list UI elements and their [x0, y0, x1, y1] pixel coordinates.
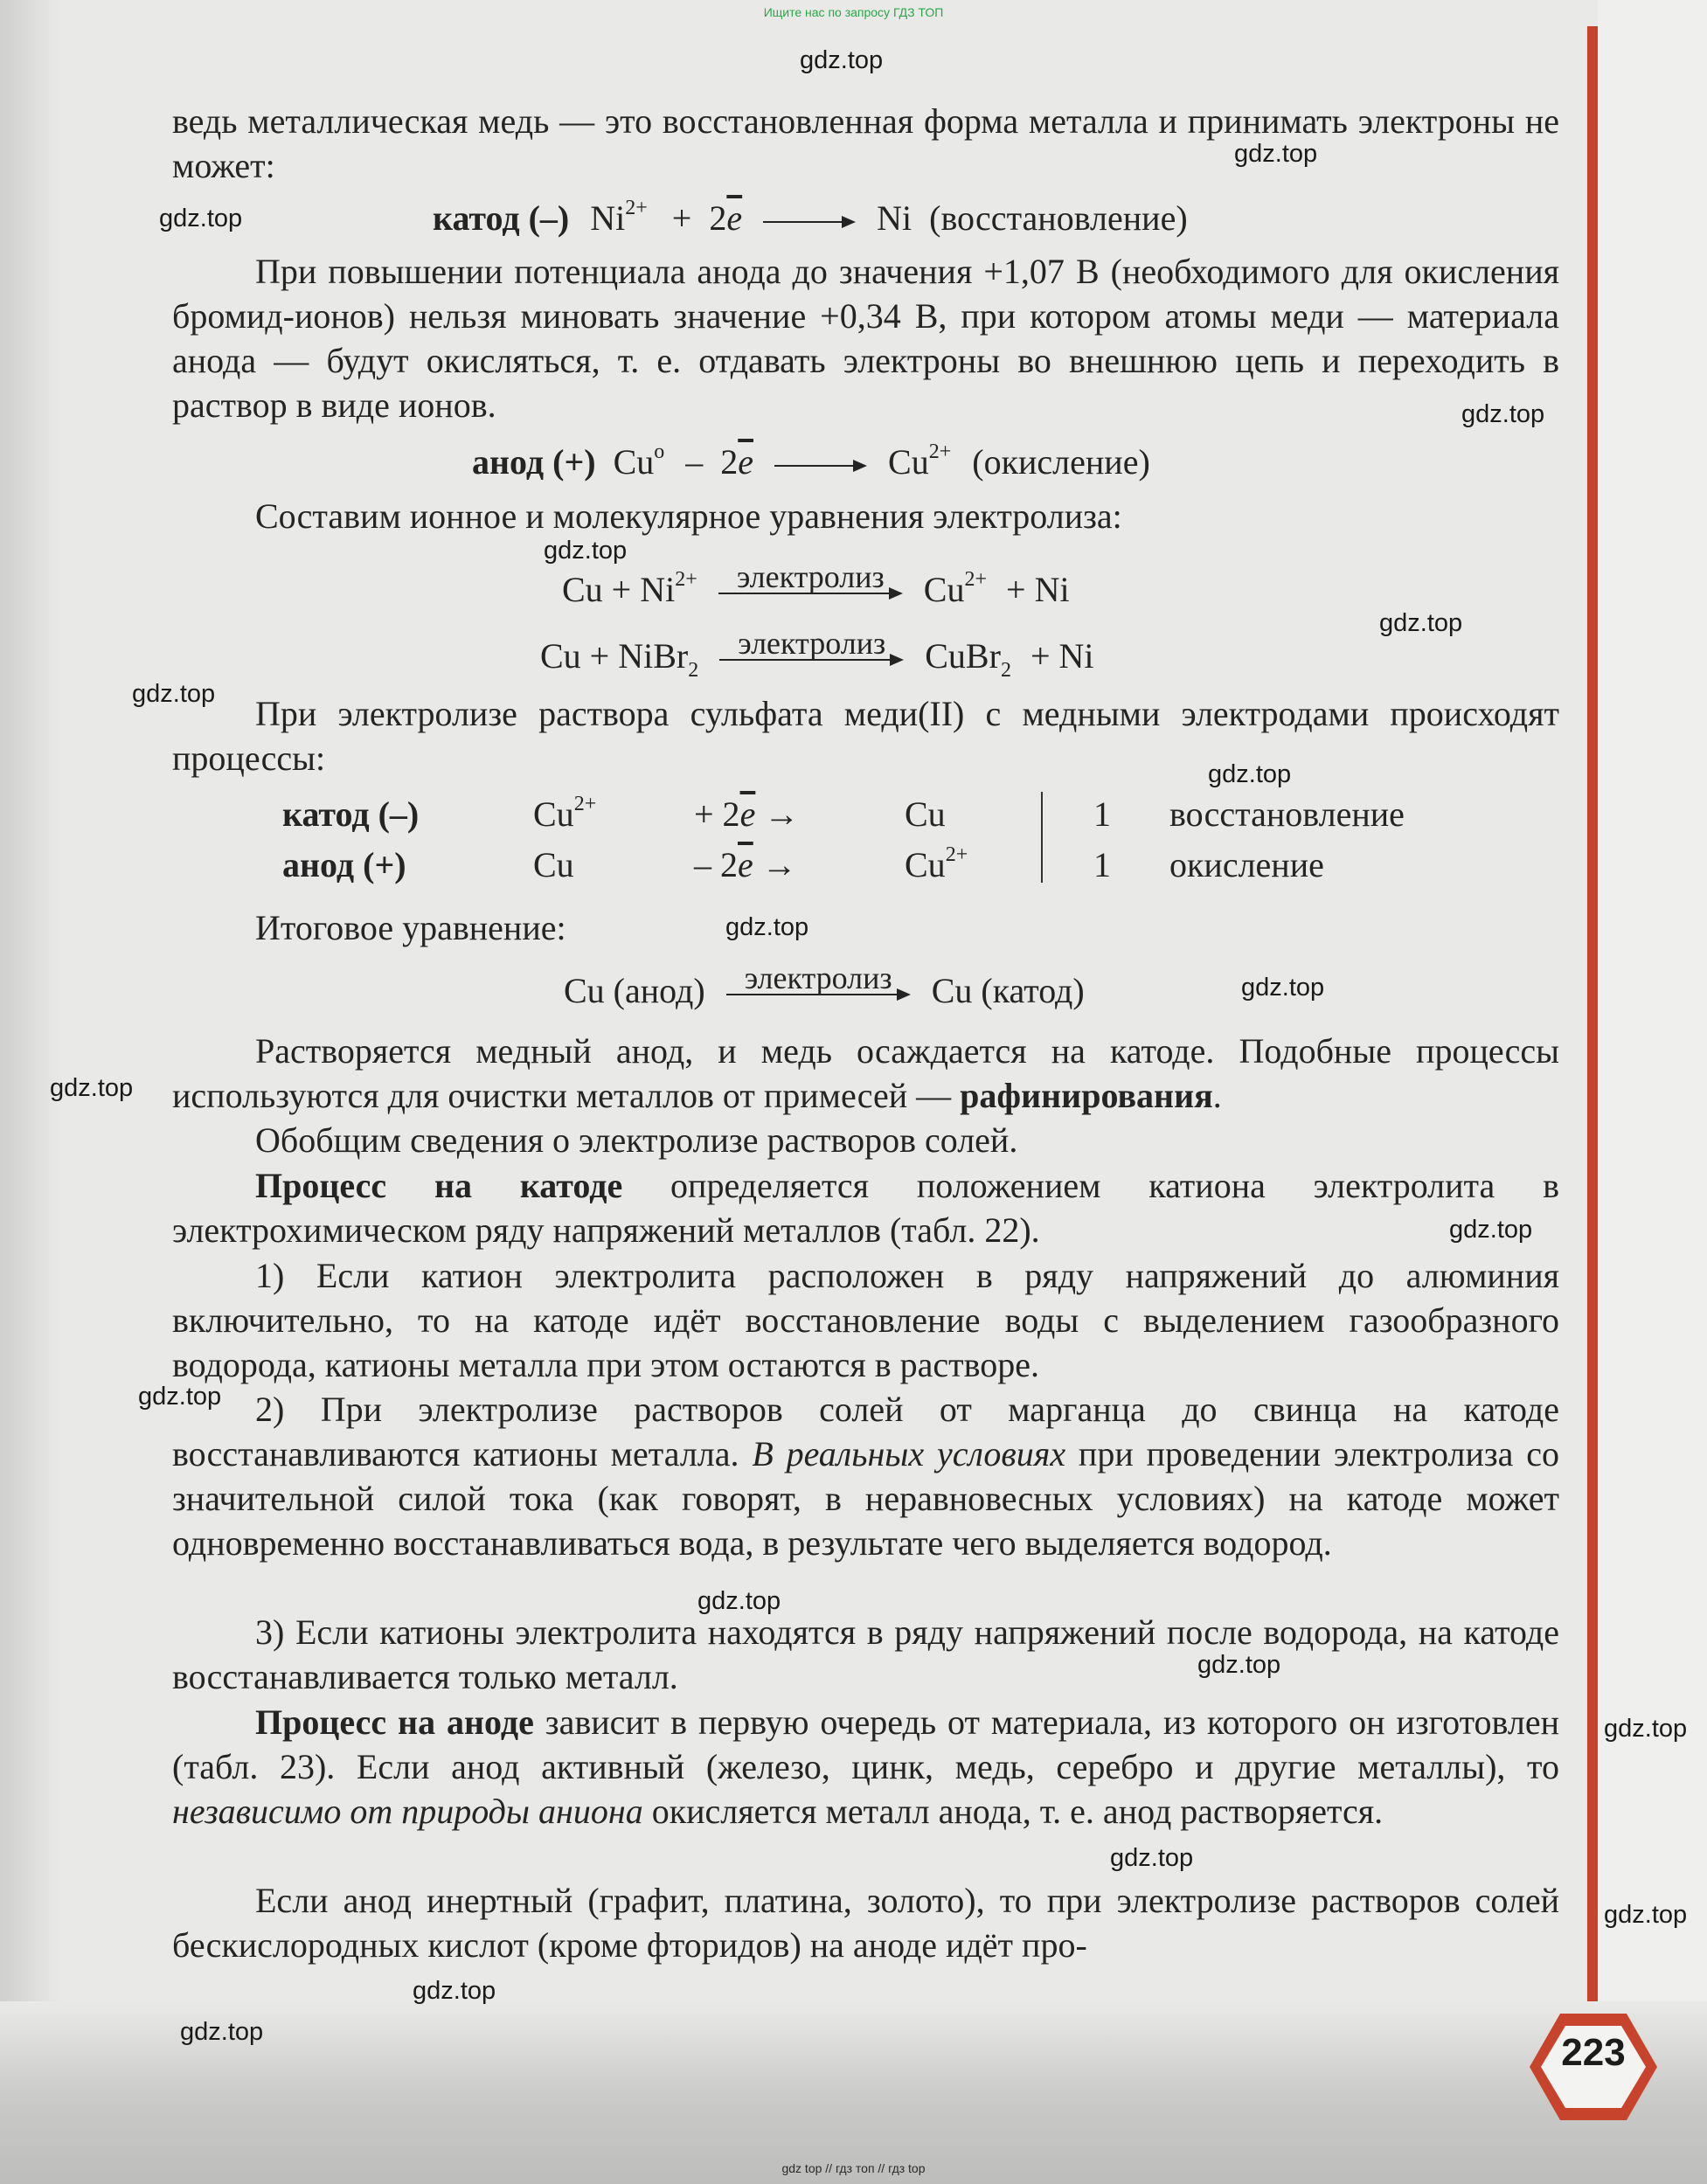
table-divider — [1041, 792, 1043, 883]
page-number: 223 — [1561, 2031, 1626, 2074]
page-margin — [1598, 0, 1707, 2184]
eq-label: катод (–) — [433, 198, 570, 238]
paragraph-8: Процесс на катоде определяется положением катиона электролита в электрохимическом ряду напряжений металлов (табл. 22). — [172, 1166, 1559, 1250]
watermark: gdz.top — [725, 913, 809, 941]
equation-anode-cu: анод (+) Cu$^o$ – 2e $Cu^{2+}$ (окисление) — [472, 440, 1150, 482]
half-reaction-table: катод (–) $Cu^{2+}$ + 2e → Cu 1 восстановление анод (+) Cu – 2e → $Cu^{2+}$ 1 окисление — [282, 793, 1405, 884]
equation-ionic: $Cu + Ni^{2+}$ электролиз $Cu^{2+} + Ni$ — [562, 558, 1070, 609]
electrolysis-arrow: электролиз — [717, 585, 905, 602]
paragraph-7: Обобщим сведения о электролизе растворов солей. — [255, 1120, 1018, 1160]
paragraph-10: 2) При электролизе растворов солей от марганца до свинца на катоде восстанавливаются катионы металла. В реальных условиях при проведении электролиза со значительной силой тока (как говорят, в неравновесных условиях) на катоде может одновременно восстанавливаться вода, в результате чего выделяется водород. — [172, 1390, 1559, 1563]
watermark: gdz.top — [1449, 1216, 1533, 1244]
footer-note: gdz top // гдз топ // гдз top — [781, 2161, 926, 2175]
paragraph-1: ведь металлическая медь — это восстановленная форма металла и принимать электроны не может: — [172, 101, 1559, 185]
watermark: gdz.top — [1604, 1901, 1688, 1929]
reaction-arrow — [773, 457, 869, 475]
watermark: gdz.top — [50, 1074, 134, 1102]
watermark: gdz.top — [544, 537, 628, 565]
paragraph-5: Итоговое уравнение: — [255, 908, 566, 947]
paragraph-4: При электролизе раствора сульфата меди(II) с медными электродами происходят процессы: — [172, 694, 1559, 778]
watermark: gdz.top — [1234, 140, 1318, 168]
header-note: Ищите нас по запросу ГДЗ ТОП — [763, 5, 944, 19]
paragraph-12: Процесс на аноде зависит в первую очередь от материала, из которого он изготовлен (табл. 23). Если анод активный (железо, цинк, медь, серебро и другие металлы), то независимо от природы аниона окисляется металл анода, т. е. анод растворяется. — [172, 1702, 1560, 1831]
electrolysis-arrow: электролиз — [725, 986, 912, 1003]
watermark: gdz.top — [413, 1977, 496, 2005]
watermark: gdz.top — [1379, 609, 1463, 637]
paragraph-9: 1) Если катион электролита расположен в ряду напряжений до алюминия включительно, то на катоде идёт восстановление воды с выделением газообразного водорода, катионы металла при этом остаются в растворе. — [172, 1256, 1559, 1384]
watermark: gdz.top — [1197, 1651, 1281, 1679]
watermark: gdz.top — [132, 680, 216, 708]
paragraph-11: 3) Если катионы электролита находятся в ряду напряжений после водорода, на катоде восстанавливается только металл. — [172, 1612, 1559, 1696]
equation-cathode-ni: катод (–) $Ni^{2+} + 2e$ Ni (восстановление) — [433, 197, 1188, 238]
paragraph-6: Растворяется медный анод, и медь осаждается на катоде. Подобные процессы используются для очистки металлов от примесей — рафинирования. — [172, 1031, 1559, 1115]
reaction-arrow — [761, 213, 857, 231]
watermark: gdz.top — [800, 46, 884, 74]
equation-overall: Cu (анод) электролиз Cu (катод) — [564, 960, 1085, 1010]
watermark: gdz.top — [1208, 760, 1292, 788]
watermark: gdz.top — [180, 2018, 264, 2046]
watermark: gdz.top — [1604, 1715, 1688, 1743]
watermark: gdz.top — [159, 205, 243, 232]
electrolysis-arrow: электролиз — [718, 651, 906, 669]
paragraph-3: Составим ионное и молекулярное уравнения электролиза: — [255, 496, 1122, 536]
paragraph-13: Если анод инертный (графит, платина, золото), то при электролизе растворов солей бескислородных кислот (кроме фторидов) на аноде идёт про- — [172, 1881, 1559, 1965]
watermark: gdz.top — [1110, 1844, 1194, 1872]
paragraph-2: При повышении потенциала анода до значения +1,07 В (необходимого для окисления бромид-ионов) нельзя миновать значение +0,34 В, при котором атомы меди — материала анода — будут окисляться, т. е. отдавать электроны во внешнюю цепь и переходить в раствор в виде ионов. — [172, 252, 1559, 425]
accent-bar — [1587, 26, 1598, 2071]
watermark: gdz.top — [1461, 400, 1545, 428]
equation-molecular: Cu + NiBr$_2$ электролиз CuBr$_2$ + Ni — [540, 625, 1094, 682]
watermark: gdz.top — [697, 1587, 781, 1615]
watermark: gdz.top — [138, 1383, 222, 1411]
watermark: gdz.top — [1241, 974, 1325, 1002]
